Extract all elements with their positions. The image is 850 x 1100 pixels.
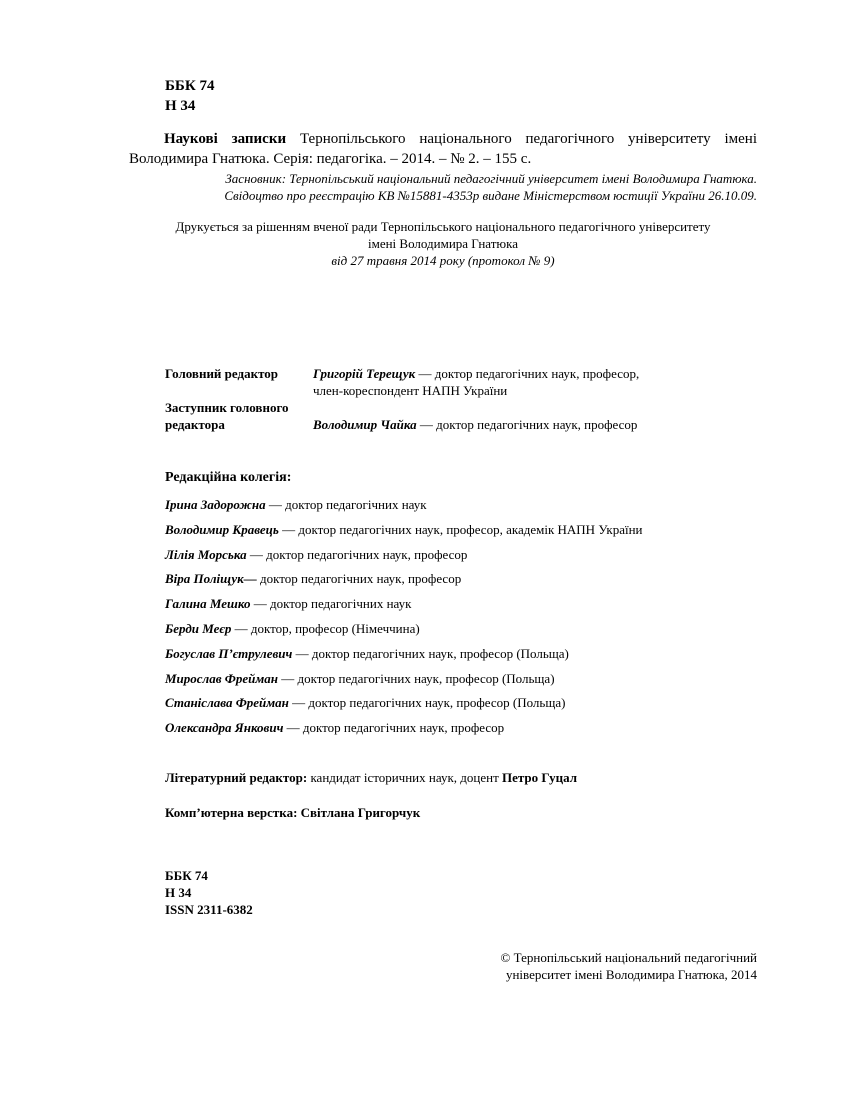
board-heading: Редакційна колегія: — [165, 470, 292, 485]
board-member-name: Галина Мешко — [165, 596, 251, 612]
board-member — [165, 670, 643, 695]
board-member-name: Лілія Морська — [165, 546, 247, 562]
deputy-editor-role — [165, 399, 313, 433]
issn: ISSN 2311-6382 — [165, 902, 253, 917]
board-member — [165, 645, 643, 670]
journal-title-rest: Тернопільського національного педагогічного університету імені — [299, 131, 757, 147]
chief-editor-desc: — доктор педагогічних наук, професор, — [415, 366, 640, 381]
copyright-line1: © Тернопільський національний педагогічний — [500, 950, 757, 965]
literary-editor — [165, 769, 577, 786]
board-member-name: Віра Поліщук— — [165, 571, 257, 587]
founder-info — [129, 170, 757, 204]
print-approval-date: від 27 травня 2014 року (протокол № 9) — [331, 253, 555, 268]
board-member-desc: — доктор педагогічних наук, професор, академік НАПН України — [278, 521, 643, 537]
chief-editor-row — [165, 365, 713, 399]
board-member-desc: — доктор педагогічних наук, професор — [246, 546, 468, 562]
deputy-editor-role-line1: Заступник головного — [165, 400, 289, 415]
board-member — [165, 521, 643, 546]
journal-title-line2: Володимира Гнатюка. Серія: педагогіка. – 2014. – № 2. – 155 с. — [129, 151, 532, 167]
board-member — [165, 546, 643, 571]
bbk-footer — [165, 867, 253, 918]
board-member-name: Олександра Янкович — [165, 720, 284, 736]
board-member — [165, 496, 643, 521]
print-approval — [129, 218, 757, 269]
deputy-editor-name: Володимир Чайка — [313, 417, 417, 432]
bbk-header — [165, 76, 214, 116]
copyright-line2: університет імені Володимира Гнатюка, 2014 — [505, 967, 757, 982]
board-member-desc: — доктор, професор (Німеччина) — [231, 620, 420, 636]
deputy-editor-role-line2: редактора — [165, 417, 225, 432]
chief-editor-name: Григорій Терещук — [313, 366, 416, 381]
board-member-name: Ірина Задорожна — [165, 497, 266, 512]
board-member-name: Станіслава Фрейман — [165, 695, 289, 711]
board-member-name: Володимир Кравець — [165, 521, 279, 537]
board-member-name: Берди Меєр — [165, 620, 232, 636]
editors-block — [165, 365, 713, 433]
literary-editor-name: Петро Гуцал — [502, 770, 578, 785]
board-member-desc: доктор педагогічних наук, професор — [256, 571, 462, 587]
board-member-name: Богуслав П’єтрулевич — [165, 645, 293, 661]
journal-title-bold: Наукові записки — [164, 131, 287, 147]
board-member-desc: — доктор педагогічних наук, професор (Польща) — [277, 670, 555, 686]
bbk-index-footer: Н 34 — [165, 885, 192, 900]
bbk-code-footer: ББК 74 — [165, 868, 208, 883]
deputy-editor-row — [165, 399, 713, 433]
registration-line: Свідоцтво про реєстрацію КВ №15881-4353р видане Міністерством юстиції України 26.10.09. — [224, 188, 757, 203]
board-member-desc: — доктор педагогічних наук, професор — [283, 720, 505, 736]
copyright — [440, 949, 757, 983]
bbk-index: Н 34 — [165, 98, 196, 114]
deputy-editor-person — [313, 399, 713, 433]
board-member — [165, 595, 643, 620]
board-member — [165, 719, 643, 744]
journal-title-line1 — [129, 129, 757, 149]
board-member — [165, 694, 643, 719]
layout-credit: Комп’ютерна верстка: Світлана Григорчук — [165, 805, 421, 820]
print-approval-line1: Друкується за рішенням вченої ради Тернопільського національного педагогічного університету — [175, 219, 711, 234]
board-list — [165, 496, 643, 744]
board-member-name: Мирослав Фрейман — [165, 670, 278, 686]
chief-editor-person — [313, 365, 713, 399]
literary-editor-desc: кандидат історичних наук, доцент — [307, 770, 502, 785]
chief-editor-desc-2: член-кореспондент НАПН України — [313, 383, 508, 398]
board-member-desc: — доктор педагогічних наук, професор (Польща) — [288, 695, 566, 711]
board-member — [165, 570, 643, 595]
board-member-desc: — доктор педагогічних наук — [265, 497, 427, 512]
founder-line: Засновник: Тернопільський національний педагогічний університет імені Володимира Гнатюка. — [225, 171, 757, 186]
literary-editor-label: Літературний редактор: — [165, 770, 308, 785]
bbk-code: ББК 74 — [165, 78, 215, 94]
board-member-desc: — доктор педагогічних наук — [250, 596, 412, 612]
chief-editor-role: Головний редактор — [165, 366, 279, 381]
print-approval-line2: імені Володимира Гнатюка — [367, 236, 518, 251]
journal-title — [129, 129, 757, 169]
deputy-editor-desc: — доктор педагогічних наук, професор — [416, 417, 638, 432]
board-member — [165, 620, 643, 645]
board-member-desc: — доктор педагогічних наук, професор (Польща) — [292, 645, 569, 661]
